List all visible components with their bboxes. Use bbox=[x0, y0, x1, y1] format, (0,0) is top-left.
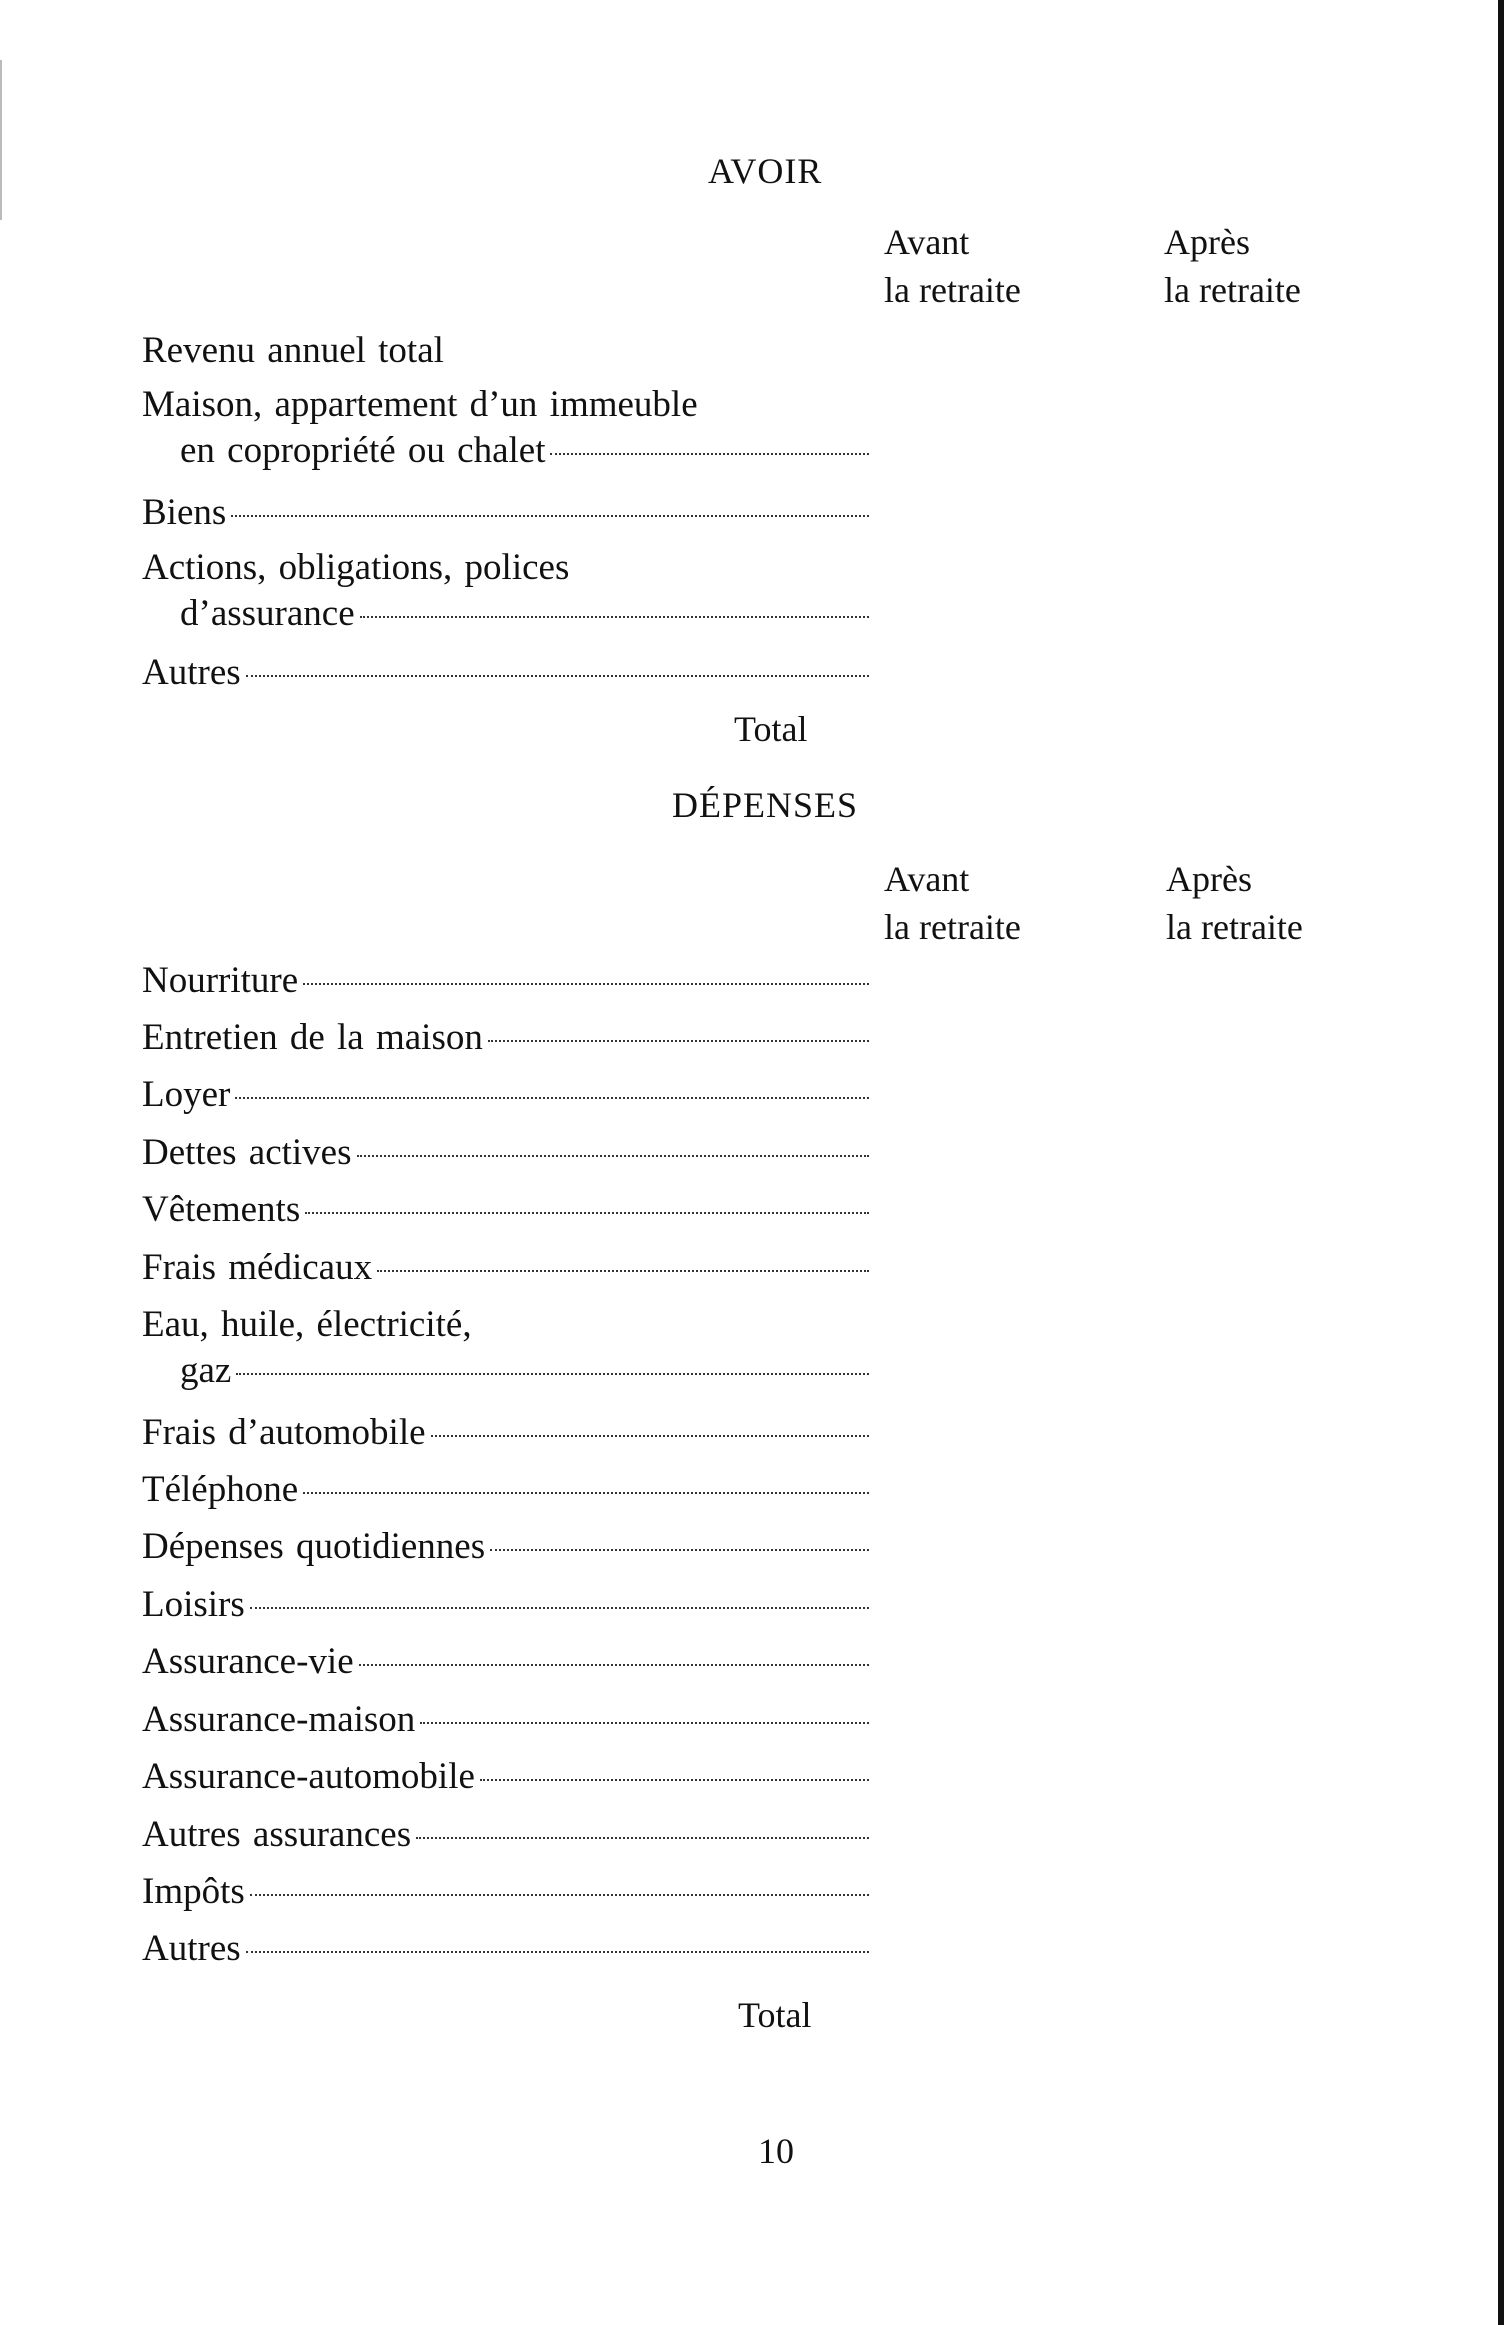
form-row bbox=[142, 1130, 869, 1176]
row-label: Frais médicaux bbox=[142, 1247, 373, 1288]
dot-leader bbox=[490, 1549, 869, 1551]
row-label: Assurance-automobile bbox=[142, 1756, 475, 1797]
row-line bbox=[142, 1524, 869, 1570]
depenses-section-title: DÉPENSES bbox=[672, 785, 859, 825]
dot-leader bbox=[550, 453, 869, 455]
form-row bbox=[142, 328, 869, 374]
row-label: Maison, appartement d’un immeuble bbox=[142, 384, 698, 425]
form-row bbox=[142, 545, 869, 637]
row-label: Loisirs bbox=[142, 1584, 245, 1625]
row-line bbox=[142, 1187, 869, 1233]
form-row bbox=[142, 1187, 869, 1233]
avoir-col-before-header: Avant la retraite bbox=[884, 222, 1021, 310]
dot-leader bbox=[357, 1155, 870, 1157]
form-row bbox=[142, 1582, 869, 1628]
dot-leader bbox=[480, 1779, 869, 1781]
row-line bbox=[142, 958, 869, 1004]
form-row bbox=[142, 1524, 869, 1570]
dot-leader bbox=[250, 1607, 869, 1609]
page-edge-right bbox=[1498, 0, 1504, 2325]
row-line bbox=[142, 1410, 869, 1456]
form-row bbox=[142, 1754, 869, 1800]
row-label: Autres bbox=[142, 652, 241, 693]
row-line bbox=[142, 428, 869, 474]
dot-leader bbox=[488, 1040, 869, 1042]
row-label: Autres bbox=[142, 1928, 241, 1969]
form-row bbox=[142, 1697, 869, 1743]
page-number: 10 bbox=[758, 2131, 794, 2171]
row-label: Dépenses quotidiennes bbox=[142, 1526, 486, 1567]
form-row bbox=[142, 1302, 869, 1394]
row-label: Actions, obligations, polices bbox=[142, 547, 570, 588]
form-row bbox=[142, 1467, 869, 1513]
row-label: Nourriture bbox=[142, 960, 299, 1001]
dot-leader bbox=[359, 1664, 869, 1666]
dot-leader bbox=[235, 1097, 869, 1099]
row-line bbox=[142, 1015, 869, 1061]
row-label: gaz bbox=[180, 1350, 232, 1391]
dot-leader bbox=[303, 1492, 869, 1494]
form-row bbox=[142, 958, 869, 1004]
row-label: d’assurance bbox=[180, 593, 355, 634]
form-row bbox=[142, 1072, 869, 1118]
row-line bbox=[142, 490, 869, 536]
row-label: Entretien de la maison bbox=[142, 1017, 483, 1058]
row-label: en copropriété ou chalet bbox=[180, 430, 546, 471]
row-label: Dettes actives bbox=[142, 1132, 352, 1173]
row-label: Téléphone bbox=[142, 1469, 299, 1510]
row-line bbox=[142, 1869, 869, 1915]
depenses-total-label: Total bbox=[738, 1995, 812, 2035]
dot-leader bbox=[303, 983, 869, 985]
dot-leader bbox=[236, 1373, 869, 1375]
dot-leader bbox=[360, 616, 869, 618]
avoir-section-title: AVOIR bbox=[708, 151, 823, 191]
row-label: Eau, huile, électricité, bbox=[142, 1304, 472, 1345]
form-row bbox=[142, 1410, 869, 1456]
row-line bbox=[142, 1302, 869, 1348]
form-row bbox=[142, 382, 869, 474]
row-line bbox=[142, 1697, 869, 1743]
row-label: Frais d’automobile bbox=[142, 1412, 426, 1453]
dot-leader bbox=[377, 1270, 869, 1272]
dot-leader bbox=[431, 1435, 869, 1437]
row-line bbox=[142, 1639, 869, 1685]
dot-leader bbox=[305, 1212, 869, 1214]
avoir-total-label: Total bbox=[734, 709, 808, 749]
row-label: Loyer bbox=[142, 1074, 231, 1115]
row-line bbox=[142, 328, 869, 374]
row-label: Impôts bbox=[142, 1871, 245, 1912]
row-line bbox=[142, 545, 869, 591]
dot-leader bbox=[231, 515, 869, 517]
row-line bbox=[142, 1754, 869, 1800]
row-label: Biens bbox=[142, 492, 227, 533]
form-row bbox=[142, 1015, 869, 1061]
row-label: Autres assurances bbox=[142, 1814, 412, 1855]
dot-leader bbox=[420, 1722, 869, 1724]
form-row bbox=[142, 1639, 869, 1685]
row-line bbox=[142, 1926, 869, 1972]
avoir-col-after-header: Après la retraite bbox=[1164, 222, 1301, 310]
row-line bbox=[142, 1072, 869, 1118]
form-row bbox=[142, 1869, 869, 1915]
row-line bbox=[142, 1245, 869, 1291]
row-line bbox=[142, 1130, 869, 1176]
row-label: Revenu annuel total bbox=[142, 330, 444, 371]
row-line bbox=[142, 382, 869, 428]
row-label: Assurance-vie bbox=[142, 1641, 354, 1682]
row-line bbox=[142, 1467, 869, 1513]
depenses-col-before-header: Avant la retraite bbox=[884, 859, 1021, 947]
row-line bbox=[142, 1348, 869, 1394]
form-row bbox=[142, 1812, 869, 1858]
row-line bbox=[142, 1812, 869, 1858]
depenses-col-after-header: Après la retraite bbox=[1166, 859, 1303, 947]
page-edge-left bbox=[0, 60, 2, 220]
row-label: Vêtements bbox=[142, 1189, 301, 1230]
row-line bbox=[142, 591, 869, 637]
form-row bbox=[142, 650, 869, 696]
dot-leader bbox=[246, 1951, 869, 1953]
dot-leader bbox=[416, 1837, 869, 1839]
form-row bbox=[142, 490, 869, 536]
dot-leader bbox=[246, 675, 869, 677]
row-line bbox=[142, 1582, 869, 1628]
row-label: Assurance-maison bbox=[142, 1699, 416, 1740]
dot-leader bbox=[250, 1894, 869, 1896]
form-row bbox=[142, 1926, 869, 1972]
form-row bbox=[142, 1245, 869, 1291]
row-line bbox=[142, 650, 869, 696]
